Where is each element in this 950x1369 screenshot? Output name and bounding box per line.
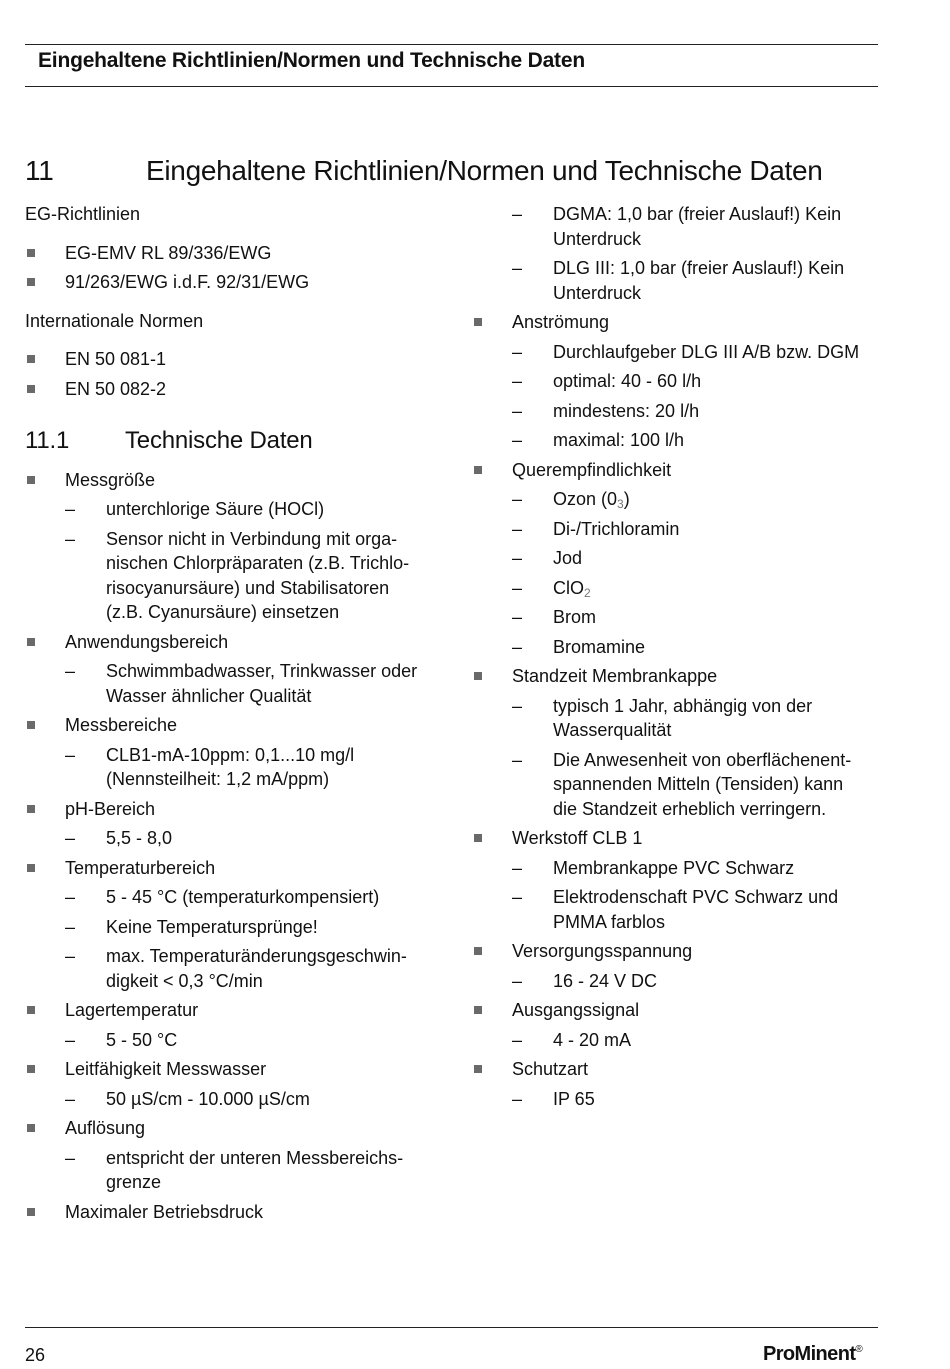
spec-label: Schutzart xyxy=(472,1057,892,1082)
ozone-close: ) xyxy=(623,489,630,509)
section-heading xyxy=(25,429,445,454)
list-item: 91/263/EWG i.d.F. 92/31/EWG xyxy=(25,270,445,295)
spec-value: – entspricht der unteren Messbereichs- grenze xyxy=(25,1146,445,1195)
footer-rule xyxy=(25,1327,878,1328)
section-title: Technische Daten xyxy=(125,427,313,454)
spec-value: – Brom xyxy=(472,605,892,630)
list-item: EN 50 081-1 xyxy=(25,347,445,372)
ozone-subscript: 3 xyxy=(617,497,624,511)
norm-label: Internationale Normen xyxy=(25,310,204,331)
header-rule-bottom xyxy=(25,86,878,87)
spec-label: Lagertemperatur xyxy=(25,998,445,1023)
spec-value: – typisch 1 Jahr, abhängig von der Wasserqualität xyxy=(472,694,892,743)
right-column xyxy=(472,202,892,1116)
spec-value: – max. Temperaturänderungsgeschwin- digkeit < 0,3 °C/min xyxy=(25,944,445,993)
spec-value: – Elektrodenschaft PVC Schwarz und PMMA farblos xyxy=(472,885,892,934)
spec-label: Querempfindlichkeit xyxy=(472,458,892,483)
spec-value: – Die Anwesenheit von oberflächenent- spannenden Mitteln (Tensiden) kann die Standzeit erheblich verringern. xyxy=(472,748,892,822)
spec-value: – 5 - 45 °C (temperaturkompensiert) xyxy=(25,885,445,910)
header-rule-top xyxy=(25,44,878,45)
spec-label: Anströmung xyxy=(472,310,892,335)
spec-value: – 4 - 20 mA xyxy=(472,1028,892,1053)
spec-value: – CLB1-mA-10ppm: 0,1...10 mg/l (Nennsteilheit: 1,2 mA/ppm) xyxy=(25,743,445,792)
spec-value: – IP 65 xyxy=(472,1087,892,1112)
spec-value: – Sensor nicht in Verbindung mit orga- nischen Chlorpräparaten (z.B. Trichlo- risocyanursäure) und Stabilisatoren (z.B. Cyanursäure) einsetzen xyxy=(25,527,445,625)
spec-value: – maximal: 100 l/h xyxy=(472,428,892,453)
list-item: EN 50 082-2 xyxy=(25,377,445,402)
spec-value: – Membrankappe PVC Schwarz xyxy=(472,856,892,881)
spec-value: – 5,5 - 8,0 xyxy=(25,826,445,851)
brand-logo xyxy=(763,1343,862,1366)
spec-value: – Di-/Trichloramin xyxy=(472,517,892,542)
spec-label: Messbereiche xyxy=(25,713,445,738)
clo2-subscript: 2 xyxy=(584,585,591,600)
spec-label: Versorgungsspannung xyxy=(472,939,892,964)
spec-value: – optimal: 40 - 60 l/h xyxy=(472,369,892,394)
registered-mark: ® xyxy=(855,1344,863,1355)
brand-name: ProMinent xyxy=(763,1343,856,1365)
spec-value xyxy=(472,576,892,601)
spec-value: – DLG III: 1,0 bar (freier Auslauf!) Kein Unterdruck xyxy=(472,256,892,305)
spec-value: – 50 µS/cm - 10.000 µS/cm xyxy=(25,1087,445,1112)
spec-value: – Jod xyxy=(472,546,892,571)
spec-value: – Durchlaufgeber DLG III A/B bzw. DGM xyxy=(472,340,892,365)
spec-label: Standzeit Membrankappe xyxy=(472,664,892,689)
spec-label: pH-Bereich xyxy=(25,797,445,822)
running-header: Eingehaltene Richtlinien/Normen und Technische Daten xyxy=(38,49,585,72)
spec-label: Ausgangssignal xyxy=(472,998,892,1023)
spec-value: – Bromamine xyxy=(472,635,892,660)
spec-label: Temperaturbereich xyxy=(25,856,445,881)
spec-value: – mindestens: 20 l/h xyxy=(472,399,892,424)
spec-label: Messgröße xyxy=(25,468,445,493)
spec-label: Auflösung xyxy=(25,1116,445,1141)
spec-value: – Schwimmbadwasser, Trinkwasser oder Wasser ähnlicher Qualität xyxy=(25,659,445,708)
chapter-heading xyxy=(25,155,823,187)
spec-label: Maximaler Betriebsdruck xyxy=(25,1200,445,1225)
section-number: 11.1 xyxy=(25,427,70,454)
list-item: EG-EMV RL 89/336/EWG xyxy=(25,241,445,266)
spec-value: – unterchlorige Säure (HOCl) xyxy=(25,497,445,522)
page-number: 26 xyxy=(25,1345,46,1365)
ozone-text: Ozon (0 xyxy=(553,489,618,509)
chapter-number: 11 xyxy=(25,155,54,186)
eg-label: EG-Richtlinien xyxy=(25,204,141,224)
spec-label: Anwendungsbereich xyxy=(25,630,445,655)
spec-value: – Keine Temperatursprünge! xyxy=(25,915,445,940)
clo2-text: ClO xyxy=(553,577,584,598)
chapter-title: Eingehaltene Richtlinien/Normen und Technische Daten xyxy=(146,155,823,186)
left-column xyxy=(25,202,445,1229)
spec-value xyxy=(472,487,892,512)
spec-value: – DGMA: 1,0 bar (freier Auslauf!) Kein Unterdruck xyxy=(472,202,892,251)
spec-label: Leitfähigkeit Messwasser xyxy=(25,1057,445,1082)
spec-value: – 16 - 24 V DC xyxy=(472,969,892,994)
spec-value: – 5 - 50 °C xyxy=(25,1028,445,1053)
spec-label: Werkstoff CLB 1 xyxy=(472,826,892,851)
